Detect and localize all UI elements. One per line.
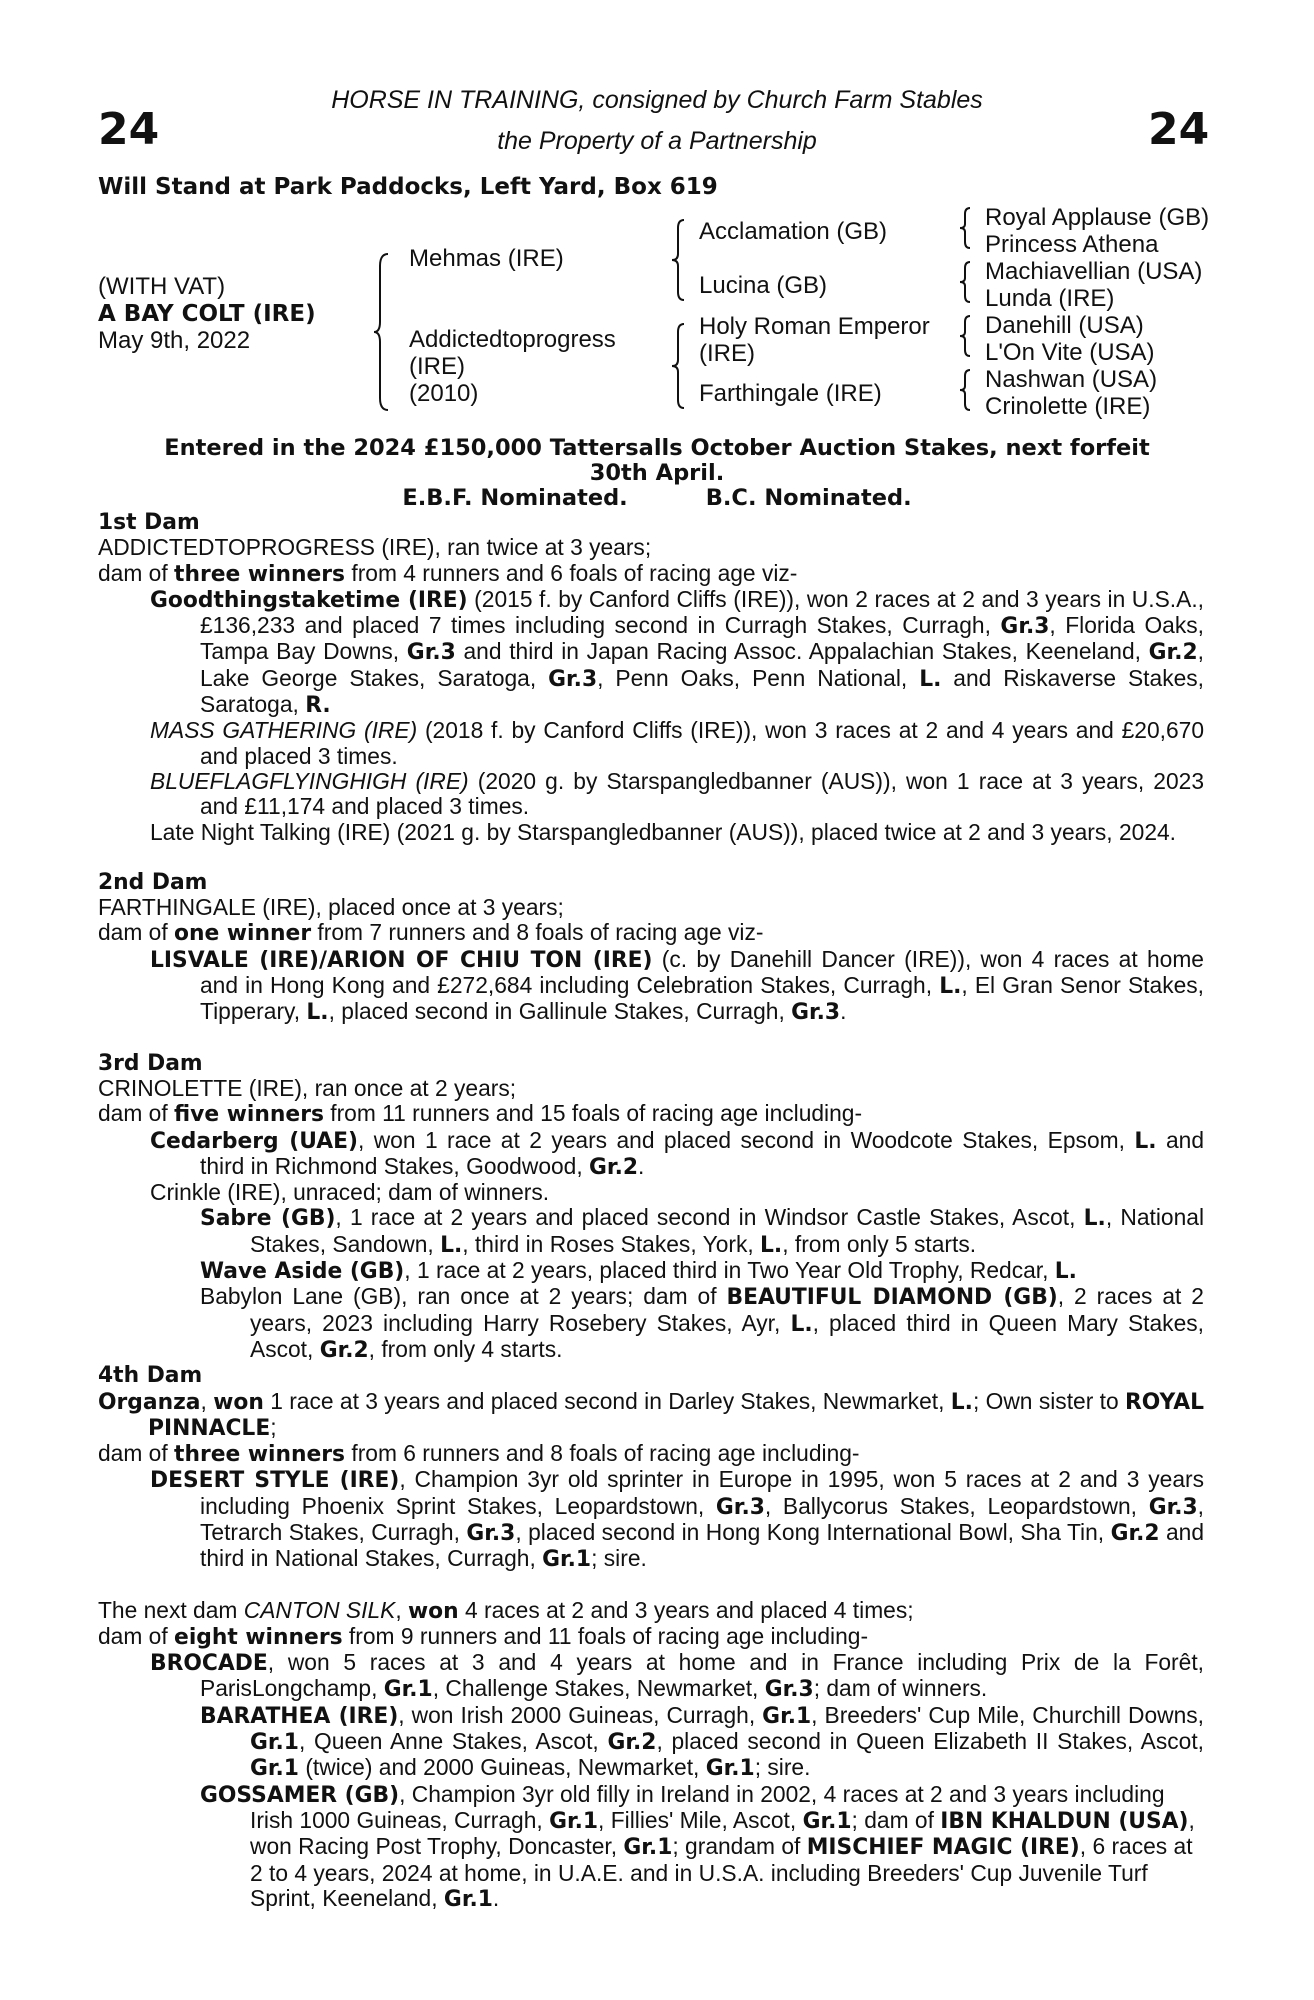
brace-icon [958,260,972,304]
bold-text: IBN KHALDUN (USA) [940,1808,1189,1834]
text-run: (twice) and 2000 Guineas, Newmarket, [298,1754,706,1781]
great-grandparent: Nashwan (USA) [985,366,1158,393]
bold-text: Gr.1 [383,1677,433,1703]
dam: Addictedtoprogress [409,326,616,353]
bold-text: Gr.1 [623,1835,673,1861]
bold-text: Gr.1 [705,1756,755,1782]
text-run: , [200,1387,214,1414]
bold-text: Goodthingstaketime (IRE) [150,587,468,613]
bold-text: three winners [174,561,346,587]
text-run: , placed second in Queen Elizabeth II Stakes, Ascot, [656,1728,1204,1755]
italic-text: MASS GATHERING (IRE) [150,717,418,744]
text-run: , from only 4 starts. [368,1335,563,1362]
entries-line-2: 30th April. [589,460,725,486]
text-run: , won 5 races at 3 and 4 years at home and in France including Prix de la Forêt, ParisLongchamp, [200,1649,1204,1702]
great-grandparent: Lunda (IRE) [985,285,1115,312]
great-grandparent: Danehill (USA) [985,312,1144,339]
great-grandparent: L'On Vite (USA) [985,339,1155,366]
text-run: and Riskaverse Stakes, Saratoga, [200,664,1205,718]
bold-text: eight winners [174,1624,343,1650]
third-dam-heading: 3rd Dam [98,1050,203,1076]
first-dam-summary: ADDICTEDTOPROGRESS (IRE), ran twice at 3 years; [98,534,652,561]
lot-number-right: 24 [1148,104,1210,155]
brace-icon [958,314,972,358]
brace-icon [958,368,972,412]
bold-text: Gr.1 [250,1756,299,1782]
bold-text: Gr.1 [802,1808,852,1834]
text-run: ; sire. [754,1754,811,1781]
text-run: . [840,998,847,1025]
text-run: dam of [98,1622,175,1649]
bold-text: L. [790,1311,813,1337]
great-grandparent: Princess Athena [985,231,1159,258]
bold-text: Gr.1 [762,1703,812,1729]
bold-text: five winners [174,1102,324,1128]
text-run: , Champion 3yr old sprinter in Europe in 1995, won 5 races at 2 and 3 years including Phoenix Sprint Stakes, Leopardstown, [200,1466,1204,1519]
bold-text: Organza [98,1389,201,1415]
second-dam-produce [98,920,1204,946]
dam-year: (2010) [409,380,479,407]
foaling-date: May 9th, 2022 [98,327,251,354]
bold-text: DESERT STYLE (IRE) [150,1468,400,1494]
bold-text: Gr.3 [548,666,598,692]
text-run: ; dam of winners. [813,1675,988,1702]
produce-entry: Crinkle (IRE), unraced; dam of winners. [150,1179,550,1206]
text-run: ; grandam of [672,1833,807,1860]
dam-origin: (IRE) [409,353,465,380]
bold-text: one winner [174,921,312,947]
bold-text: L. [1083,1206,1106,1232]
text-run: , Penn Oaks, Penn National, [597,664,920,691]
text-run: ; [270,1413,277,1440]
text-run: , placed third in Queen Mary Stakes, Ascot, [250,1309,1204,1362]
produce-entry [200,1703,1204,1782]
text-run: from 6 runners and 8 foals of racing age including- [345,1440,860,1467]
entries-line-1: Entered in the 2024 £150,000 Tattersalls October Auction Stakes, next forfeit [164,435,1150,461]
text-run: , National Stakes, Sandown, [250,1204,1205,1257]
sire-sire: Acclamation (GB) [699,218,888,245]
bold-text: Gr.1 [443,1886,493,1912]
text-run: from 9 runners and 11 foals of racing age including- [342,1622,869,1649]
next-dam-summary [98,1598,1204,1624]
bold-text: Gr.3 [1000,614,1050,640]
text-run: . [492,1884,500,1911]
bold-text: Gr.1 [549,1808,599,1834]
text-run: from 11 runners and 15 foals of racing age including- [323,1100,863,1127]
horse-name: A BAY COLT (IRE) [98,301,316,327]
text-run: , El Gran Senor Stakes, Tipperary, [200,972,1204,1025]
bold-text: L. [306,1000,329,1026]
text-run: , [395,1596,409,1623]
dam-sire-origin: (IRE) [699,340,755,367]
fourth-dam-summary [98,1389,1204,1442]
lot-number-left: 24 [98,104,160,155]
bold-text: Gr.3 [1148,1494,1198,1520]
text-run: (2018 f. by Canford Cliffs (IRE)), won 3 races at 2 and 4 years and £20,670 and placed 3 times. [200,717,1204,769]
text-run: and third in Richmond Stakes, Goodwood, [200,1126,1204,1179]
produce-entry [200,1205,1204,1258]
great-grandparent: Crinolette (IRE) [985,393,1151,420]
text-run: , 1 race at 2 years, placed third in Two Year Old Trophy, Redcar, [404,1257,1055,1284]
bold-text: L. [939,974,962,1000]
produce-entry [150,1128,1204,1181]
produce-entry [200,1782,1204,1912]
brace-icon [372,252,390,412]
text-run: (2015 f. by Canford Cliffs (IRE)), won 2 races at 2 and 3 years in U.S.A., £136,233 and placed 7 times including second in Curragh Stakes, Curragh, [200,585,1204,639]
bold-text: Gr.2 [1148,640,1198,666]
fourth-dam-heading: 4th Dam [98,1363,203,1389]
bc-nomination: B.C. Nominated. [705,485,912,511]
produce-entry [200,1258,1204,1284]
bold-text: R. [305,693,331,719]
sire-dam: Lucina (GB) [699,272,828,299]
ebf-nomination: E.B.F. Nominated. [402,485,628,511]
text-run: . [638,1152,645,1179]
bold-text: L. [760,1232,783,1258]
consignor-line: HORSE IN TRAINING, consigned by Church Farm Stables [331,86,983,114]
produce-entry [150,1467,1204,1572]
text-run: and third in National Stakes, Curragh, [200,1518,1205,1572]
second-dam-heading: 2nd Dam [98,869,208,895]
text-run: , Ballycorus Stakes, Leopardstown, [764,1492,1149,1519]
text-run: , Champion 3yr old filly in Ireland in 2002, 4 races at 2 and 3 years including Irish 1000 Guineas, Curragh, [250,1780,1165,1833]
brace-icon [958,206,972,250]
brace-icon [670,218,686,302]
pedigree-notes [98,510,1204,1912]
bold-text: L. [950,1389,973,1415]
text-run: , Fillies' Mile, Ascot, [598,1806,803,1833]
vat-note: (WITH VAT) [98,273,226,300]
next-dam-produce [98,1624,1204,1650]
text-run: Late Night Talking (IRE) (2021 g. by Starspangledbanner (AUS)), placed twice at 2 and 3 years, 2024. [150,818,1177,845]
bold-text: Wave Aside (GB) [200,1259,405,1285]
produce-entry [150,820,1204,845]
text-run: (2020 g. by Starspangledbanner (AUS)), won 1 race at 3 years, 2023 and £11,174 and placed 3 times. [200,767,1204,820]
nominations-line [0,486,1314,512]
bold-text: won [213,1389,264,1415]
text-run: , Breeders' Cup Mile, Churchill Downs, [811,1701,1205,1728]
text-run: , won Irish 2000 Guineas, Curragh, [398,1701,763,1728]
bold-text: GOSSAMER (GB) [200,1782,400,1808]
first-dam-heading: 1st Dam [98,510,200,535]
bold-text: ROYAL PINNACLE [148,1389,1204,1441]
text-run: and third in Japan Racing Assoc. Appalachian Stakes, Keeneland, [455,638,1149,665]
bold-text: Gr.3 [764,1677,814,1703]
produce-entry [150,769,1204,820]
bold-text: L. [1054,1259,1077,1285]
bold-text: Gr.2 [589,1154,639,1180]
text-run: , from only 5 starts. [782,1230,977,1257]
italic-text: CANTON SILK [243,1596,396,1623]
bold-text: Gr.2 [607,1730,657,1756]
bold-text: BROCADE [150,1651,268,1677]
text-run: The next dam [98,1596,244,1623]
text-run: dam of [98,559,175,586]
produce-entry [150,718,1204,769]
text-run: , won 1 race at 2 years and placed second in Woodcote Stakes, Epsom, [357,1126,1135,1153]
bold-text: Gr.3 [791,1000,841,1026]
bold-text: BEAUTIFUL DIAMOND (GB) [726,1285,1058,1311]
great-grandparent: Machiavellian (USA) [985,258,1203,285]
third-dam-produce [98,1101,1204,1127]
bold-text: won [408,1598,459,1624]
dam-dam: Farthingale (IRE) [699,380,882,407]
text-run: dam of [98,1440,175,1467]
text-run: , third in Roses Stakes, York, [462,1230,761,1257]
text-run: ; dam of [851,1806,941,1833]
text-run: dam of [98,919,175,946]
bold-text: Gr.3 [406,640,456,666]
dam-sire: Holy Roman Emperor [699,313,930,340]
text-run: , Challenge Stakes, Newmarket, [432,1675,765,1702]
second-dam-summary: FARTHINGALE (IRE), placed once at 3 years; [98,894,564,921]
text-run: , won Racing Post Trophy, Doncaster, [250,1806,1195,1860]
bold-text: three winners [174,1442,346,1468]
text-run: (c. by Danehill Dancer (IRE)), won 4 races at home and in Hong Kong and £272,684 including Celebration Stakes, Curragh, [200,945,1204,999]
bold-text: L. [440,1232,463,1258]
stand-location: Will Stand at Park Paddocks, Left Yard, Box 619 [98,174,718,200]
text-run: , 6 races at 2 to 4 years, 2024 at home, in U.A.E. and in U.S.A. including Breeders' Cup Juvenile Turf Sprint, Keeneland, [250,1833,1193,1911]
bold-text: Gr.2 [1110,1520,1160,1546]
third-dam-summary: CRINOLETTE (IRE), ran once at 2 years; [98,1074,517,1101]
text-run: 1 race at 3 years and placed second in Darley Stakes, Newmarket, [263,1387,951,1414]
property-line: the Property of a Partnership [497,127,817,155]
bold-text: Gr.2 [319,1337,369,1363]
bold-text: Gr.3 [466,1520,516,1546]
produce-entry [150,1650,1204,1703]
bold-text: MISCHIEF MAGIC (IRE) [806,1835,1080,1861]
produce-entry [200,1284,1204,1363]
italic-text: BLUEFLAGFLYINGHIGH (IRE) [150,767,469,794]
bold-text: Cedarberg (UAE) [150,1128,358,1154]
first-dam-produce [98,561,1204,587]
text-run: from 4 runners and 6 foals of racing age viz- [345,559,798,586]
bold-text: Sabre (GB) [200,1206,336,1232]
text-run: , 1 race at 2 years and placed second in Windsor Castle Stakes, Ascot, [335,1204,1084,1231]
text-run: , placed second in Gallinule Stakes, Curragh, [328,998,792,1025]
text-run: dam of [98,1100,175,1127]
bold-text: LISVALE (IRE)/ARION OF CHIU TON (IRE) [150,947,653,973]
bold-text: Gr.3 [715,1494,765,1520]
great-grandparent: Royal Applause (GB) [985,204,1210,231]
fourth-dam-produce [98,1441,1204,1467]
sire: Mehmas (IRE) [409,245,564,272]
bold-text: BARATHEA (IRE) [200,1703,399,1729]
text-run: , Queen Anne Stakes, Ascot, [298,1728,608,1755]
text-run: ; Own sister to [972,1387,1125,1414]
text-run: , Lake George Stakes, Saratoga, [200,638,1204,691]
bold-text: L. [919,666,942,692]
bold-text: Gr.1 [542,1547,592,1573]
text-run: , Florida Oaks, Tampa Bay Downs, [200,612,1204,665]
text-run: , Tetrarch Stakes, Curragh, [200,1492,1205,1545]
brace-icon [670,322,686,410]
bold-text: L. [1134,1128,1157,1154]
text-run: 4 races at 2 and 3 years and placed 4 times; [458,1596,914,1623]
produce-entry [150,947,1204,1026]
text-run: from 7 runners and 8 foals of racing age viz- [311,919,764,946]
text-run: Babylon Lane (GB), ran once at 2 years; dam of [200,1283,727,1310]
produce-entry [150,587,1204,718]
bold-text: Gr.1 [250,1730,299,1756]
text-run: , placed second in Hong Kong International Bowl, Sha Tin, [515,1518,1111,1545]
text-run: ; sire. [591,1545,647,1572]
text-run: , 2 races at 2 years, 2023 including Harry Rosebery Stakes, Ayr, [250,1283,1204,1336]
